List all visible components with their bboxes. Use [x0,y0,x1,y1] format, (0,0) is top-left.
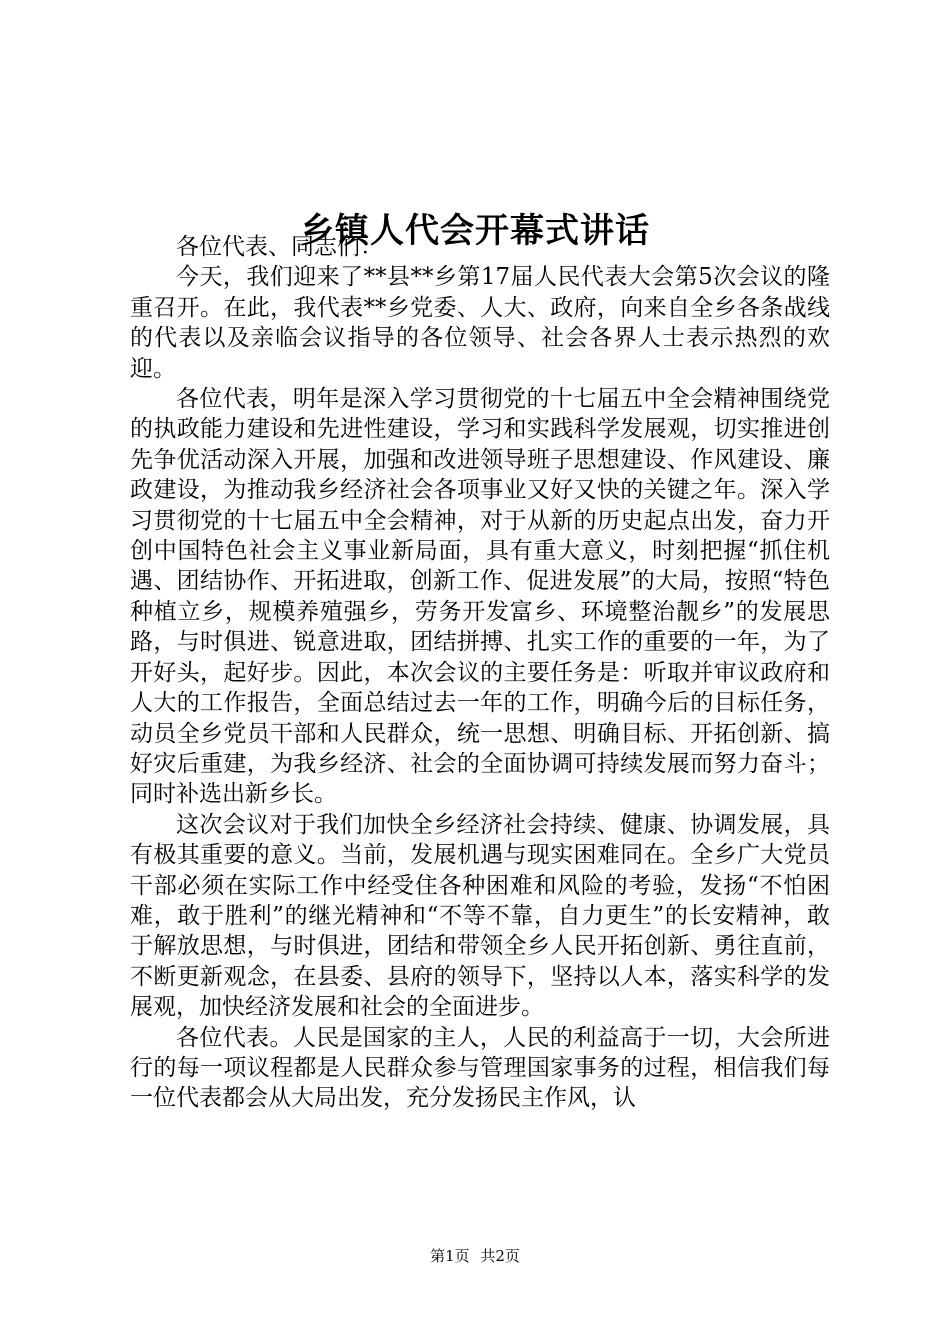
body-paragraph: 今天，我们迎来了**县**乡第17届人民代表大会第5次会议的隆重召开。在此，我代表**乡党委、人大、政府，向来自全乡各条战线的代表以及亲临会议指导的各位领导、社会各界人士表示热烈的欢迎。 [130,264,830,382]
salutation-paragraph: 各位代表、同志们： [176,234,383,260]
body-paragraph: 各位代表。人民是国家的主人，人民的利益高于一切，大会所进行的每一项议程都是人民群众参与管理国家事务的过程，相信我们每一位代表都会从大局出发，充分发扬民主作风，认 [130,1024,830,1112]
body-paragraph: 这次会议对于我们加快全乡经济社会持续、健康、协调发展，具有极其重要的意义。当前，发展机遇与现实困难同在。全乡广大党员干部必须在实际工作中经受住各种困难和风险的考验，发扬“不怕困难，敢于胜利”的继光精神和“不等不靠，自力更生”的长安精神，敢于解放思想，与时俱进，团结和带领全乡人民开拓创新、勇往直前，不断更新观念，在县委、县府的领导下，坚持以人本，落实科学的发展观，加快经济发展和社会的全面进步。 [130,811,830,1021]
page-footer [0,1246,950,1266]
body-paragraph: 各位代表，明年是深入学习贯彻党的十七届五中全会精神围绕党的执政能力建设和先进性建设，学习和实践科学发展观，切实推进创先争优活动深入开展，加强和改进领导班子思想建设、作风建设、廉政建设，为推动我乡经济社会各项事业又好又快的关键之年。深入学习贯彻党的十七届五中全会精神，对于从新的历史起点出发，奋力开创中国特色社会主义事业新局面，具有重大意义，时刻把握“抓住机遇、团结协作、开拓进取，创新工作、促进发展”的大局，按照“特色种植立乡，规模养殖强乡，劳务开发富乡、环境整治靓乡”的发展思路，与时俱进、锐意进取，团结拼搏、扎实工作的重要的一年，为了开好头，起好步。因此，本次会议的主要任务是：听取并审议政府和人大的工作报告，全面总结过去一年的工作，明确今后的目标任务，动员全乡党员干部和人民群众，统一思想、明确目标、开拓创新、搞好灾后重建，为我乡经济、社会的全面协调可持续发展而努力奋斗；同时补选出新乡长。 [130,386,830,808]
page-total: 共2页 [480,1247,520,1265]
page-number: 第1页 [430,1247,470,1265]
document-title: 乡镇人代会开幕式讲话 [300,210,650,251]
document-body [130,232,830,1114]
